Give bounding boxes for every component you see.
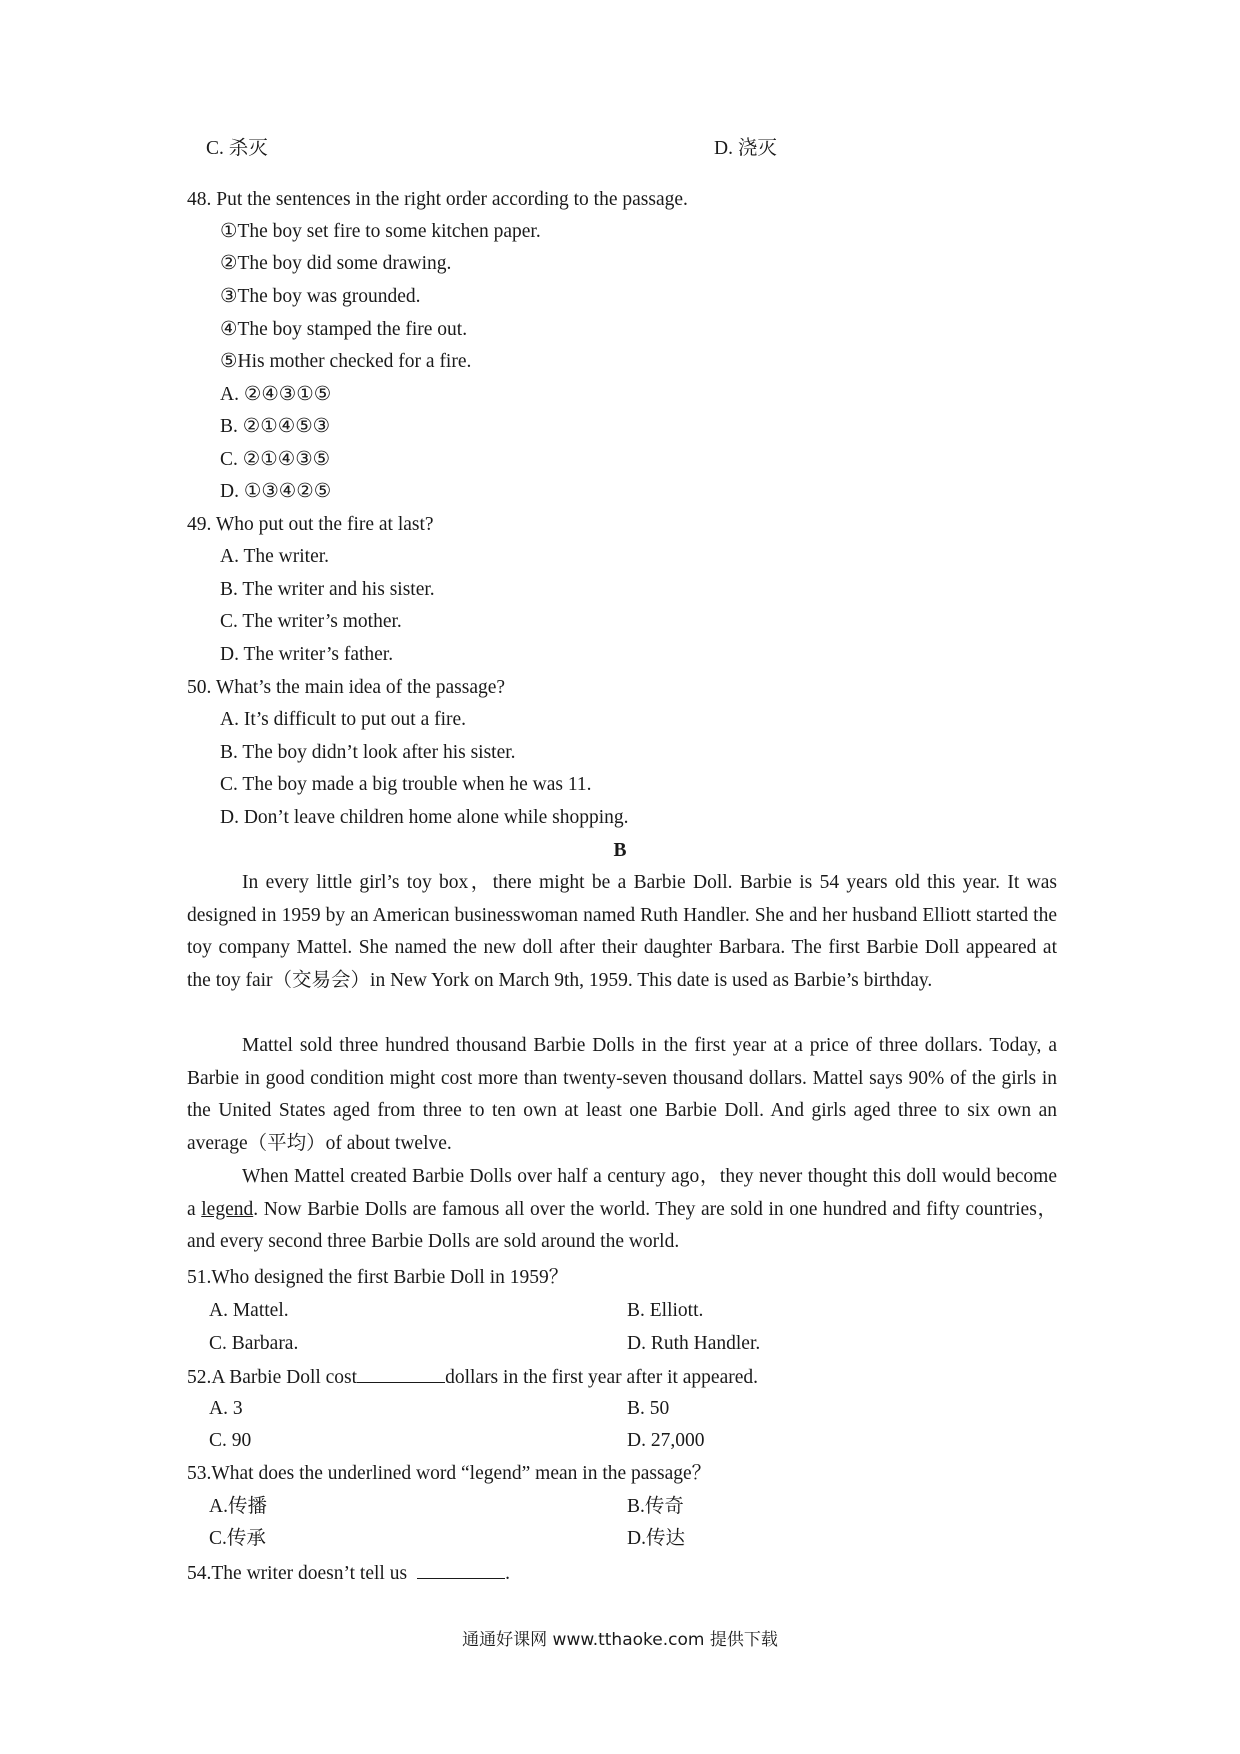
q51-option-a: A. Mattel. <box>209 1300 289 1321</box>
q50-option-a: A. It’s difficult to put out a fire. <box>220 709 467 730</box>
q53-option-b: B.传奇 <box>627 1496 684 1517</box>
question-48: 48. Put the sentences in the right order according to the passage. <box>187 189 688 210</box>
option-c-top: C. 杀灭 <box>206 138 268 159</box>
para3-text-after: . Now Barbie Dolls are famous all over the world. They are sold in one hundred and fifty countries，and every second three Barbie Dolls are sold around the world. <box>187 1198 1058 1253</box>
q48-option-d: D. ①③④②⑤ <box>220 481 332 502</box>
q48-option-a: A. ②④③①⑤ <box>220 384 332 405</box>
q52-option-b: B. 50 <box>627 1398 670 1419</box>
q54-text-before: 54.The writer doesn’t tell us <box>187 1563 408 1584</box>
q49-option-b: B. The writer and his sister. <box>220 579 435 600</box>
question-53: 53.What does the underlined word “legend” mean in the passage？ <box>187 1463 712 1484</box>
q52-text-before: 52.A Barbie Doll cost <box>187 1367 358 1388</box>
q52-text-after: dollars in the first year after it appeared. <box>445 1367 759 1388</box>
q48-sentence-1: ①The boy set fire to some kitchen paper. <box>220 221 541 242</box>
question-54 <box>187 1560 510 1586</box>
question-49: 49. Who put out the fire at last? <box>187 514 434 535</box>
q48-option-c: C. ②①④③⑤ <box>220 449 331 470</box>
q53-option-c: C.传承 <box>209 1528 266 1549</box>
answer-blank <box>417 1560 505 1579</box>
q52-option-d: D. 27,000 <box>627 1430 705 1451</box>
q48-option-b: B. ②①④⑤③ <box>220 416 331 437</box>
q49-option-c: C. The writer’s mother. <box>220 611 402 632</box>
q53-option-d: D.传达 <box>627 1528 685 1549</box>
passage-b-paragraph-3 <box>187 1161 1057 1259</box>
q51-option-c: C. Barbara. <box>209 1333 299 1354</box>
q49-option-d: D. The writer’s father. <box>220 644 394 665</box>
question-51: 51.Who designed the first Barbie Doll in 1959？ <box>187 1267 569 1288</box>
q51-option-d: D. Ruth Handler. <box>627 1333 761 1354</box>
q48-sentence-4: ④The boy stamped the fire out. <box>220 319 468 340</box>
q48-sentence-3: ③The boy was grounded. <box>220 286 421 307</box>
section-b-heading: B <box>613 840 627 861</box>
q48-sentence-5: ⑤His mother checked for a fire. <box>220 351 472 372</box>
para3-text-before: When Mattel created Barbie Dolls over half a century ago，they never thought this doll would become a <box>187 1166 1057 1220</box>
q52-option-c: C. 90 <box>209 1430 252 1451</box>
q50-option-b: B. The boy didn’t look after his sister. <box>220 742 516 763</box>
q49-option-a: A. The writer. <box>220 546 330 567</box>
q50-option-c: C. The boy made a big trouble when he was 11. <box>220 774 592 795</box>
q50-option-d: D. Don’t leave children home alone while shopping. <box>220 807 629 828</box>
q52-option-a: A. 3 <box>209 1398 243 1419</box>
passage-b-paragraph-2: Mattel sold three hundred thousand Barbie Dolls in the first year at a price of three dollars. Today, a Barbie in good condition might cost more than twenty-seven thousand dollars. Mattel says 90% of the girls in the United States aged from three to ten own at least one Barbie Doll. And girls aged three to six own an average（平均）of about twelve. <box>187 1035 1057 1154</box>
page-footer: 通通好课网 www.tthaoke.com 提供下载 <box>462 1630 778 1650</box>
underlined-word-legend: legend <box>201 1198 254 1220</box>
question-52 <box>187 1364 758 1390</box>
passage-b-paragraph-1: In every little girl’s toy box，there might be a Barbie Doll. Barbie is 54 years old this year. It was designed in 1959 by an American businesswoman named Ruth Handler. She and her husband Elliott started the toy company Mattel. She named the new doll after their daughter Barbara. The first Barbie Doll appeared at the toy fair（交易会）in New York on March 9th, 1959. This date is used as Barbie’s birthday. <box>187 872 1057 991</box>
q51-option-b: B. Elliott. <box>627 1300 704 1321</box>
q53-option-a: A.传播 <box>209 1496 267 1517</box>
option-d-top: D. 浇灭 <box>714 138 777 159</box>
q48-sentence-2: ②The boy did some drawing. <box>220 253 452 274</box>
question-50: 50. What’s the main idea of the passage? <box>187 677 506 698</box>
answer-blank <box>357 1364 445 1383</box>
q54-text-after: . <box>505 1563 510 1584</box>
